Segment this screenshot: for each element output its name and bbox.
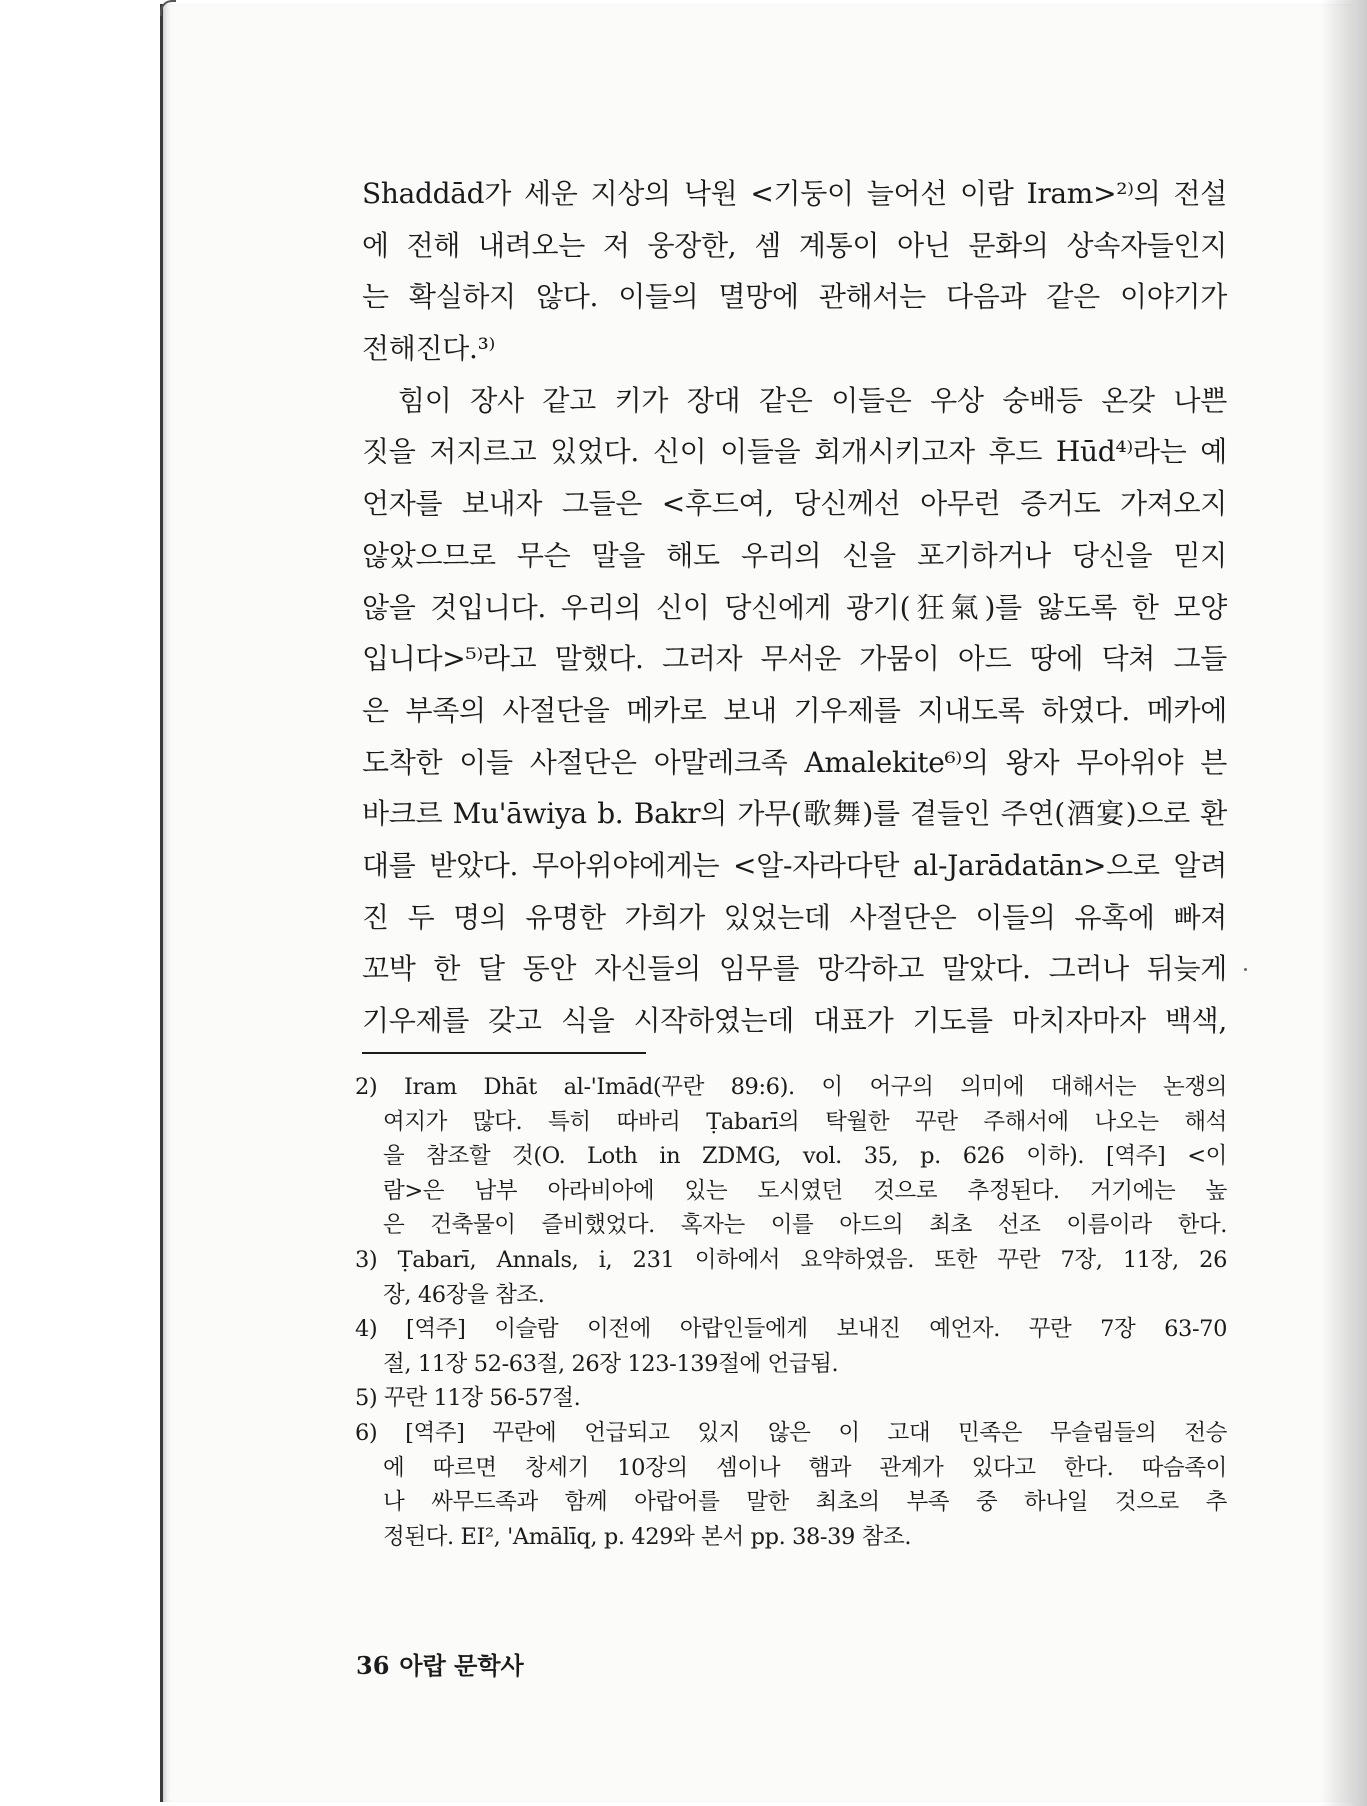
body-text bbox=[362, 168, 1227, 1047]
page-edge-shadow bbox=[1321, 0, 1367, 1806]
body-line: 힘이 장사 같고 키가 장대 같은 이들은 우상 숭배등 온갖 나쁜 bbox=[398, 383, 1227, 417]
footnote-line: 4) [역주] 이슬람 이전에 아랍인들에게 보내진 예언자. 꾸란 7장 63-70 bbox=[355, 1316, 1227, 1343]
body-line: 전해진다.³⁾ bbox=[362, 332, 496, 366]
body-line: 기우제를 갖고 식을 시작하였는데 대표가 기도를 마치자마자 백색, bbox=[362, 1004, 1227, 1037]
footnote-line: 절, 11장 52-63절, 26장 123-139절에 언급됨. bbox=[383, 1350, 839, 1377]
footnote-line: 5) 꾸란 11장 56-57절. bbox=[355, 1385, 581, 1412]
body-line: 진 두 명의 유명한 가희가 있었는데 사절단은 이들의 유혹에 빠져 bbox=[362, 900, 1227, 934]
body-line: 도착한 이들 사절단은 아말레크족 Amalekite⁶⁾의 왕자 무아위야 븐 bbox=[362, 745, 1227, 779]
footnote-separator bbox=[362, 1052, 646, 1054]
footnote-line: 을 참조할 것(O. Loth in ZDMG, vol. 35, p. 626 이하). [역주] <이 bbox=[383, 1143, 1227, 1170]
footnote-line: 3) Ṭabarī, Annals, i, 231 이하에서 요약하였음. 또한 꾸란 7장, 11장, 26 bbox=[355, 1246, 1227, 1273]
body-line: 에 전해 내려오는 저 웅장한, 셈 계통이 아닌 문화의 상속자들인지 bbox=[362, 228, 1227, 262]
body-line: 는 확실하지 않다. 이들의 멸망에 관해서는 다음과 같은 이야기가 bbox=[362, 280, 1227, 314]
footnote-line: 6) [역주] 꾸란에 언급되고 있지 않은 이 고대 민족은 무슬림들의 전승 bbox=[355, 1419, 1227, 1446]
footnote-line: 에 따르면 창세기 10장의 셈이나 햄과 관계가 있다고 한다. 따슴족이 bbox=[383, 1454, 1227, 1481]
footnote-line: 여지가 많다. 특히 따바리 Ṭabarī의 탁월한 꾸란 주해서에 나오는 해석 bbox=[383, 1108, 1227, 1135]
footnote-line: 정된다. EI², 'Amālīq, p. 429와 본서 pp. 38-39 참조. bbox=[383, 1523, 912, 1550]
body-line: 언자를 보내자 그들은 <후드여, 당신께선 아무런 증거도 가져오지 bbox=[362, 487, 1227, 521]
page-footer bbox=[356, 1646, 524, 1681]
footnote-line: 은 건축물이 즐비했었다. 혹자는 이를 아드의 최초 선조 이름이라 한다. bbox=[383, 1212, 1227, 1239]
footnote-line: 람>은 남부 아라비아에 있는 도시였던 것으로 추정된다. 거기에는 높 bbox=[383, 1177, 1227, 1204]
body-line: 입니다>⁵⁾라고 말했다. 그러자 무서운 가뭄이 아드 땅에 닥쳐 그들 bbox=[362, 642, 1227, 676]
body-line: 대를 받았다. 무아위야에게는 <알-자라다탄 al-Jarādatān>으로 알려 bbox=[362, 848, 1227, 882]
scan-speck bbox=[1244, 968, 1247, 971]
body-line: 바크르 Mu'āwiya b. Bakr의 가무(歌舞)를 곁들인 주연(酒宴)으로 환 bbox=[362, 797, 1227, 831]
page-corner-fold bbox=[160, 0, 176, 16]
running-title: 아랍 문학사 bbox=[399, 1651, 524, 1680]
body-line: Shaddād가 세운 지상의 낙원 <기둥이 늘어선 이람 Iram>²⁾의 전설 bbox=[362, 177, 1227, 210]
footnote-line: 장, 46장을 참조. bbox=[383, 1281, 545, 1308]
footnote-line: 2) Iram Dhāt al-'Imād(꾸란 89:6). 이 어구의 의미에 대해서는 논쟁의 bbox=[355, 1074, 1227, 1100]
footnote-line: 나 싸무드족과 함께 아랍어를 말한 최초의 부족 중 하나일 것으로 추 bbox=[383, 1489, 1227, 1516]
left-margin bbox=[0, 0, 160, 1806]
page-number: 36 bbox=[356, 1651, 390, 1680]
body-line: 은 부족의 사절단을 메카로 보내 기우제를 지내도록 하였다. 메카에 bbox=[362, 693, 1227, 727]
footnotes bbox=[355, 1070, 1227, 1554]
body-line: 않았으므로 무슨 말을 해도 우리의 신을 포기하거나 당신을 믿지 bbox=[362, 538, 1227, 572]
body-line: 꼬박 한 달 동안 자신들의 임무를 망각하고 말았다. 그러나 뒤늦게 bbox=[362, 952, 1227, 986]
body-line: 짓을 저지르고 있었다. 신이 이들을 회개시키고자 후드 Hūd⁴⁾라는 예 bbox=[362, 435, 1227, 469]
body-line: 않을 것입니다. 우리의 신이 당신에게 광기(狂氣)를 앓도록 한 모양 bbox=[362, 590, 1227, 624]
